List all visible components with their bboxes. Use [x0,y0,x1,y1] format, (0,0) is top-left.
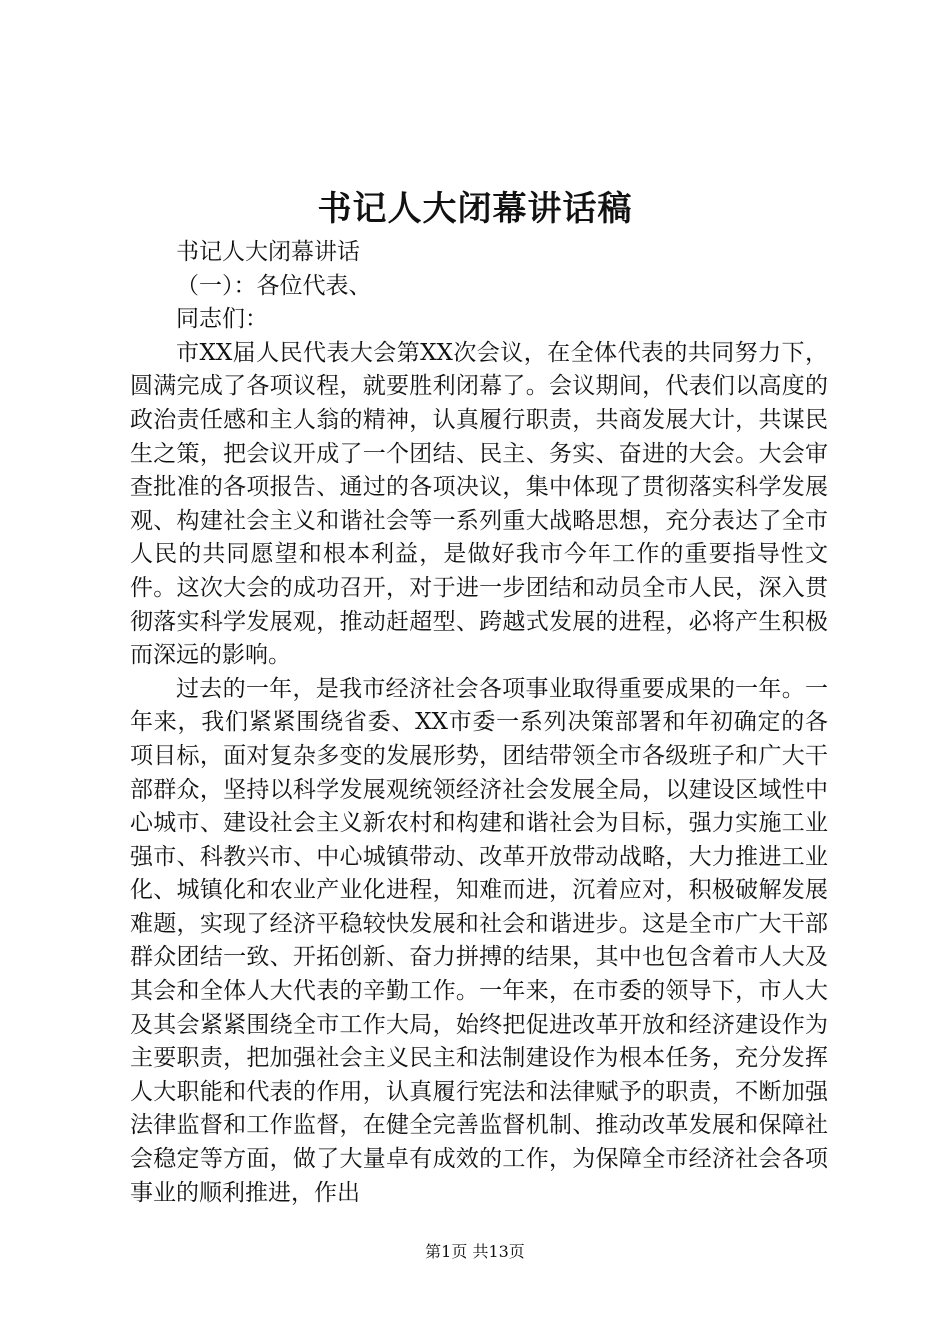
body-paragraph: 过去的一年，是我市经济社会各项事业取得重要成果的一年。一年来，我们紧紧围绕省委、XX市委一系列决策部署和年初确定的各项目标，面对复杂多变的发展形势，团结带领全市各级班子和广大干部群众，坚持以科学发展观统领经济社会发展全局，以建设区域性中心城市、建设社会主义新农村和构建和谐社会为目标，强力实施工业强市、科教兴市、中心城镇带动、改革开放带动战略，大力推进工业化、城镇化和农业产业化进程，知难而进，沉着应对，积极破解发展难题，实现了经济平稳较快发展和社会和谐进步。这是全市广大干部群众团结一致、开拓创新、奋力拼搏的结果，其中也包含着市人大及其会和全体人大代表的辛勤工作。一年来，在市委的领导下，市人大及其会紧紧围绕全市工作大局，始终把促进改革开放和经济建设作为主要职责，把加强社会主义民主和法制建设作为根本任务，充分发挥人大职能和代表的作用，认真履行宪法和法律赋予的职责，不断加强法律监督和工作监督，在健全完善监督机制、推动改革发展和保障社会稳定等方面，做了大量卓有成效的工作，为保障全市经济社会各项事业的顺利推进，作出 [130,675,828,1206]
document-title: 书记人大闭幕讲话稿 [317,189,633,229]
page-number: 第1页 共13页 [425,1242,525,1261]
subtitle-line: 书记人大闭幕讲话 [176,239,360,265]
salutation-line: 同志们： [176,306,268,333]
body-paragraph: 市XX届人民代表大会第XX次会议，在全体代表的共同努力下，圆满完成了各项议程，就要胜利闭幕了。会议期间，代表们以高度的政治责任感和主人翁的精神，认真履行职责，共商发展大计，共谋民生之策，把会议开成了一个团结、民主、务实、奋进的大会。大会审查批准的各项报告、通过的各项决议，集中体现了贯彻落实科学发展观、构建社会主义和谐社会等一系列重大战略思想，充分表达了全市人民的共同愿望和根本利益，是做好我市今年工作的重要指导性文件。这次大会的成功召开，对于进一步团结和动员全市人民，深入贯彻落实科学发展观，推动赶超型、跨越式发展的进程，必将产生积极而深远的影响。 [130,339,828,669]
document-body [130,236,828,1210]
section-line: （一）：各位代表、 [176,272,372,299]
